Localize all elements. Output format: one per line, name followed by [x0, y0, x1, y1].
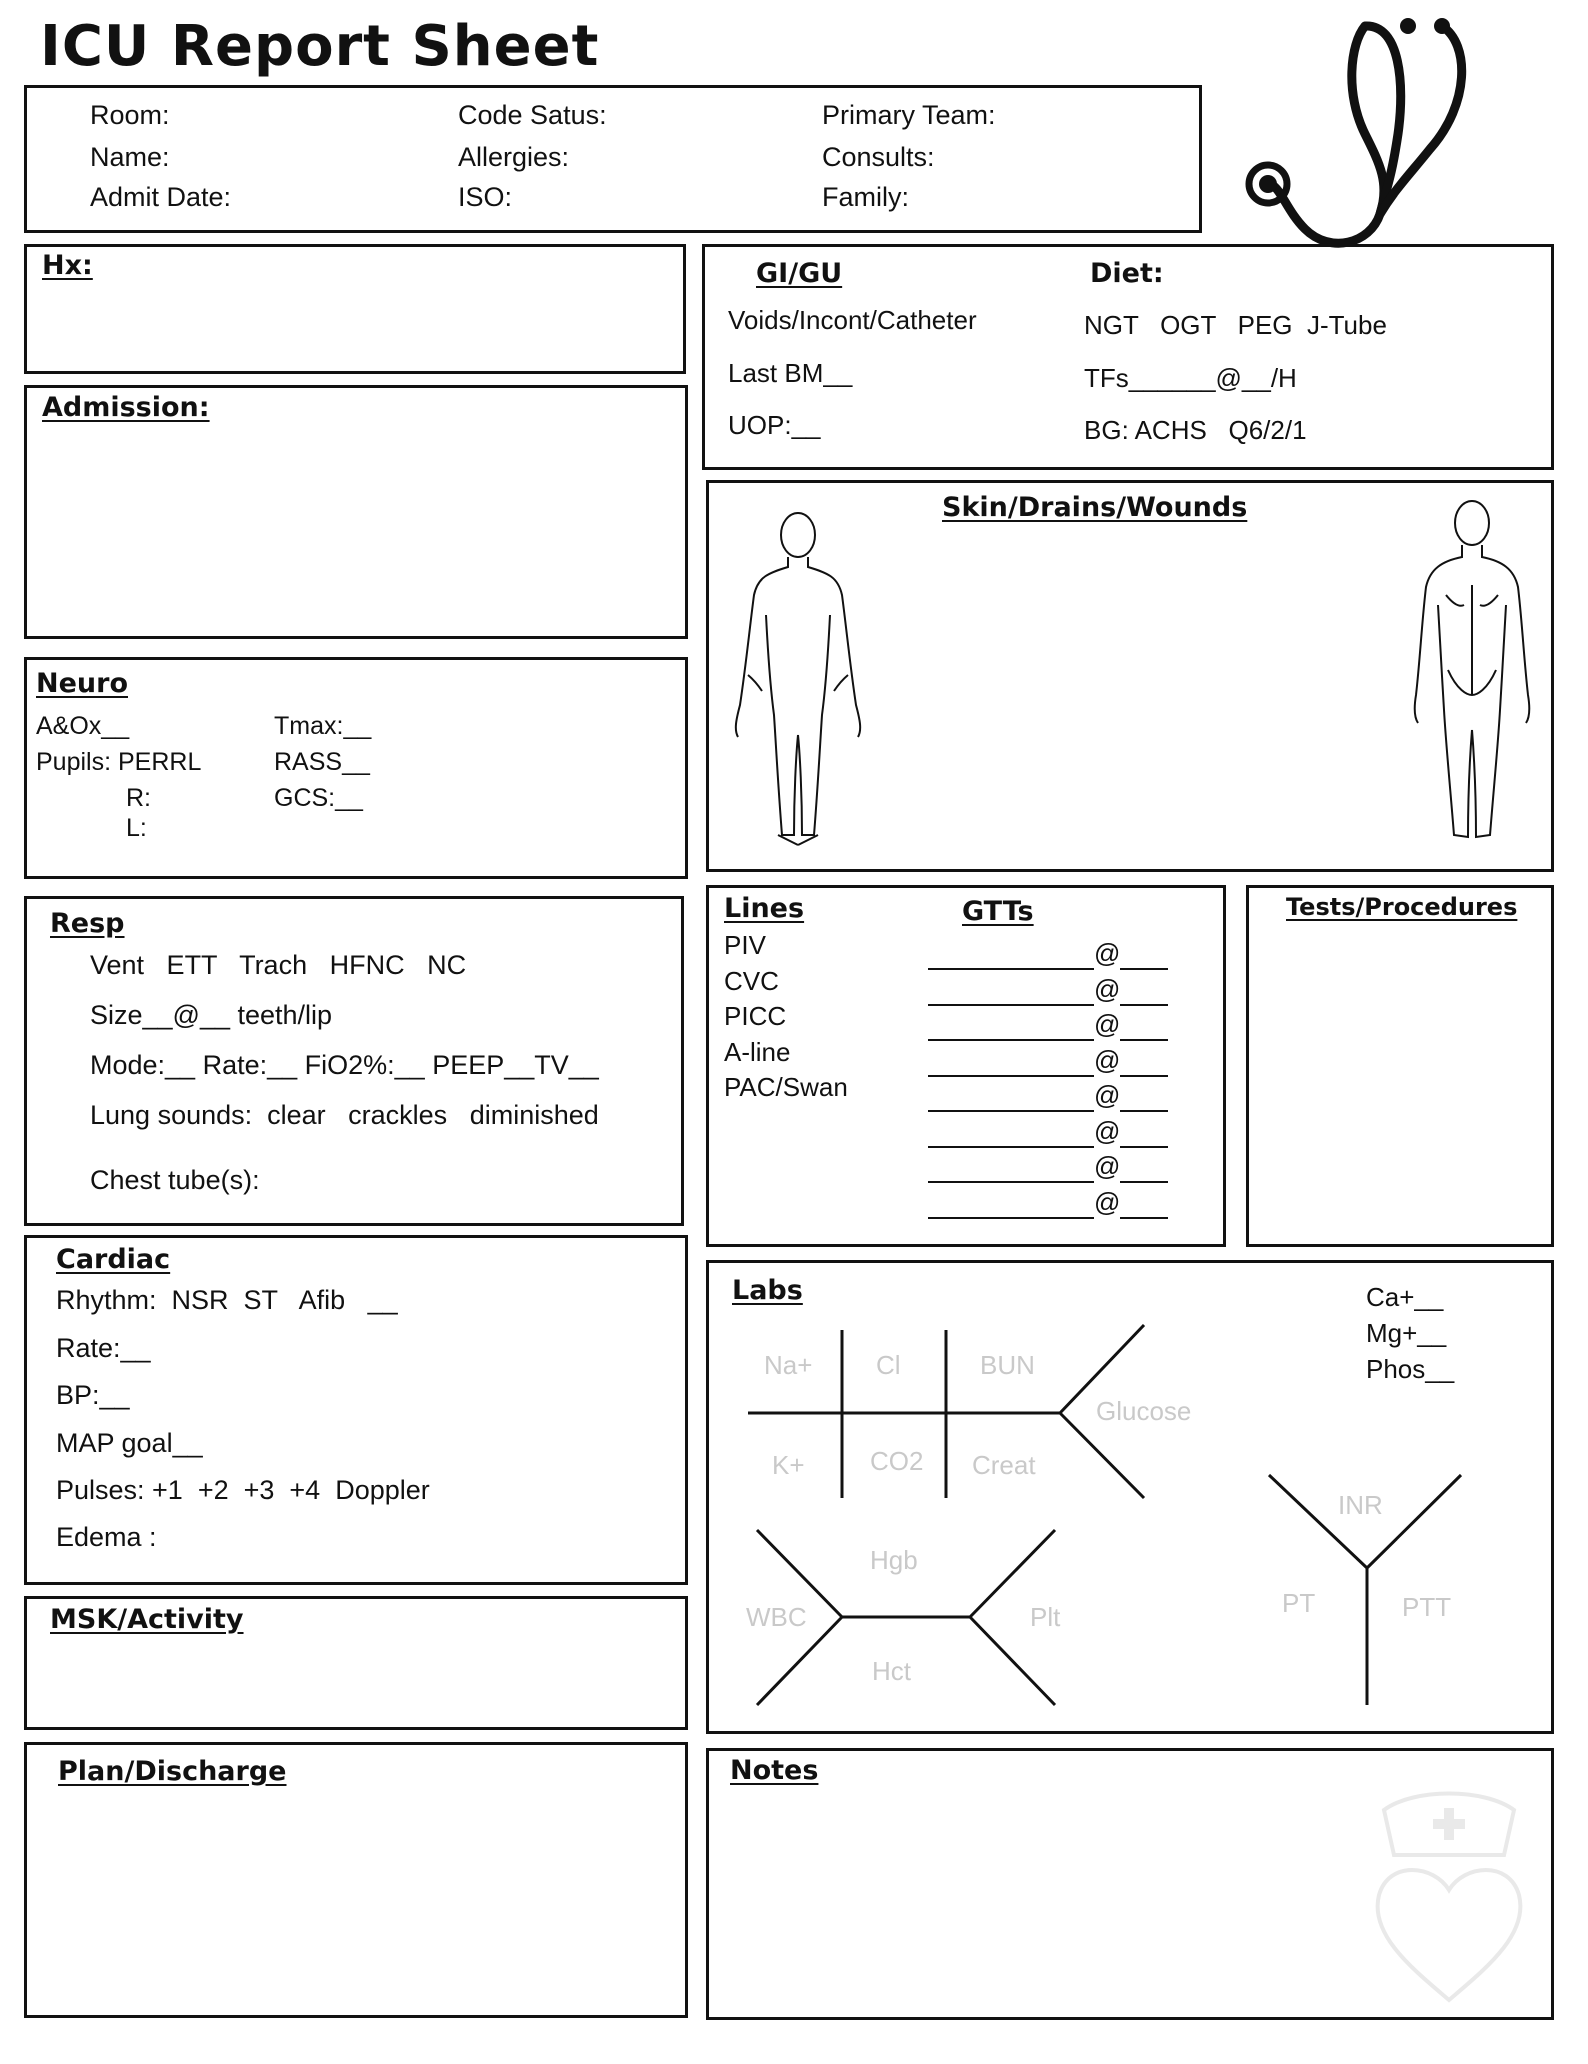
nurse-heart-icon: [1344, 1780, 1554, 2020]
lines-heading: Lines: [724, 893, 805, 924]
gtt-at-sign: @: [1094, 1186, 1121, 1217]
hx-section: [24, 244, 686, 374]
tube-size-field: Size__@__ teeth/lip: [90, 1000, 333, 1030]
phosphorus-field: Phos__: [1366, 1354, 1455, 1384]
gtt-at-sign: @: [1094, 1009, 1121, 1039]
gtt-drug-blank[interactable]: [928, 1075, 1094, 1077]
hx-heading: Hx:: [42, 250, 93, 281]
gtt-rate-blank[interactable]: [1120, 968, 1168, 970]
bmp-chloride: Cl: [876, 1350, 901, 1380]
family-label: Family:: [822, 182, 909, 212]
cbc-platelets: Plt: [1030, 1602, 1061, 1632]
line-item: CVC: [724, 965, 779, 996]
gtt-rate-blank[interactable]: [1120, 1004, 1168, 1006]
tests-heading: Tests/Procedures: [1286, 893, 1518, 921]
labs-heading: Labs: [732, 1275, 803, 1306]
cbc-hematocrit: Hct: [872, 1656, 911, 1686]
pupils-field: Pupils: PERRL: [36, 748, 202, 776]
allergies-label: Allergies:: [458, 142, 570, 172]
tmax-field: Tmax:__: [274, 712, 372, 740]
diet-heading: Diet:: [1090, 258, 1164, 289]
gtt-at-sign: @: [1094, 1044, 1121, 1075]
gtt-rate-blank[interactable]: [1120, 1146, 1168, 1148]
admit-date-label: Admit Date:: [90, 182, 232, 212]
gtts-heading: GTTs: [962, 896, 1034, 927]
gtt-rate-blank[interactable]: [1120, 1110, 1168, 1112]
gtt-drug-blank[interactable]: [928, 1110, 1094, 1112]
map-goal-field: MAP goal__: [56, 1428, 203, 1458]
line-item: PAC/Swan: [724, 1072, 848, 1102]
code-status-label: Code Satus:: [458, 100, 607, 130]
neuro-heading: Neuro: [36, 668, 128, 699]
gtt-drug-blank[interactable]: [928, 1181, 1094, 1183]
gtt-at-sign: @: [1094, 1151, 1121, 1181]
stethoscope-icon: [1230, 14, 1490, 244]
body-back-diagram: [1402, 495, 1542, 855]
cbc-wbc: WBC: [746, 1602, 807, 1632]
gtt-drug-blank[interactable]: [928, 1146, 1094, 1148]
bmp-co2: CO2: [870, 1446, 924, 1476]
rass-field: RASS__: [274, 748, 370, 776]
gtt-rate-blank[interactable]: [1120, 1181, 1168, 1183]
aox-field: A&Ox__: [36, 712, 130, 740]
cbc-hemoglobin: Hgb: [870, 1545, 918, 1575]
pupil-right-field: R:: [126, 784, 151, 812]
body-front-diagram: [718, 505, 878, 855]
uop-field: UOP:__: [728, 410, 821, 440]
gtt-drug-blank[interactable]: [928, 1039, 1094, 1041]
bmp-glucose: Glucose: [1096, 1396, 1192, 1426]
magnesium-field: Mg+__: [1366, 1318, 1447, 1348]
skin-heading: Skin/Drains/Wounds: [942, 492, 1248, 523]
admission-heading: Admission:: [42, 392, 210, 423]
vent-settings-field: Mode:__ Rate:__ FiO2%:__ PEEP__TV__: [90, 1050, 599, 1080]
gtt-rate-blank[interactable]: [1120, 1039, 1168, 1041]
coag-ptt: PTT: [1402, 1592, 1452, 1622]
primary-team-label: Primary Team:: [822, 100, 996, 130]
resp-heading: Resp: [50, 908, 125, 939]
iso-label: ISO:: [458, 182, 513, 212]
coag-pt: PT: [1282, 1588, 1316, 1618]
gtt-rate-blank[interactable]: [1120, 1075, 1168, 1077]
page-title: ICU Report Sheet: [40, 14, 600, 79]
gtt-drug-blank[interactable]: [928, 1004, 1094, 1006]
line-item: PIV: [724, 930, 766, 960]
gtt-at-sign: @: [1094, 1080, 1121, 1110]
pulses-field: Pulses: +1 +2 +3 +4 Doppler: [56, 1475, 430, 1505]
bmp-bun: BUN: [980, 1350, 1035, 1380]
cardiac-heading: Cardiac: [56, 1244, 171, 1275]
blood-glucose-field: BG: ACHS Q6/2/1: [1084, 415, 1307, 445]
chest-tube-field: Chest tube(s):: [90, 1165, 260, 1195]
gtt-at-sign: @: [1094, 1115, 1121, 1146]
resp-devices: Vent ETT Trach HFNC NC: [90, 950, 467, 980]
tube-feeds-field: TFs______@__/H: [1084, 363, 1297, 393]
bmp-creatinine: Creat: [972, 1450, 1036, 1480]
rate-field: Rate:__: [56, 1333, 151, 1363]
plan-heading: Plan/Discharge: [58, 1756, 287, 1787]
consults-label: Consults:: [822, 142, 935, 172]
line-item: A-line: [724, 1036, 791, 1067]
rhythm-field: Rhythm: NSR ST Afib __: [56, 1285, 398, 1315]
coag-inr: INR: [1338, 1490, 1383, 1520]
pupil-left-field: L:: [126, 814, 147, 842]
gigu-heading: GI/GU: [756, 258, 843, 289]
edema-field: Edema :: [56, 1522, 157, 1552]
bmp-potassium: K+: [772, 1450, 805, 1480]
lung-sounds-field: Lung sounds: clear crackles diminished: [90, 1100, 599, 1130]
gtt-rate-blank[interactable]: [1120, 1217, 1168, 1219]
notes-heading: Notes: [730, 1755, 819, 1786]
bmp-sodium: Na+: [764, 1350, 813, 1380]
calcium-field: Ca+__: [1366, 1282, 1444, 1312]
name-label: Name:: [90, 142, 170, 172]
diet-types-field: NGT OGT PEG J-Tube: [1084, 310, 1387, 340]
last-bm-field: Last BM__: [728, 358, 853, 388]
bp-field: BP:__: [56, 1380, 130, 1410]
line-item: PICC: [724, 1001, 787, 1031]
gtt-drug-blank[interactable]: [928, 968, 1094, 970]
room-label: Room:: [90, 100, 170, 130]
msk-heading: MSK/Activity: [50, 1604, 244, 1635]
gtt-at-sign: @: [1094, 973, 1121, 1004]
tests-section: [1246, 885, 1554, 1247]
admission-section: [24, 385, 688, 639]
gcs-field: GCS:__: [274, 784, 363, 812]
gtt-drug-blank[interactable]: [928, 1217, 1094, 1219]
gtt-at-sign: @: [1094, 938, 1121, 968]
voids-field: Voids/Incont/Catheter: [728, 305, 977, 335]
